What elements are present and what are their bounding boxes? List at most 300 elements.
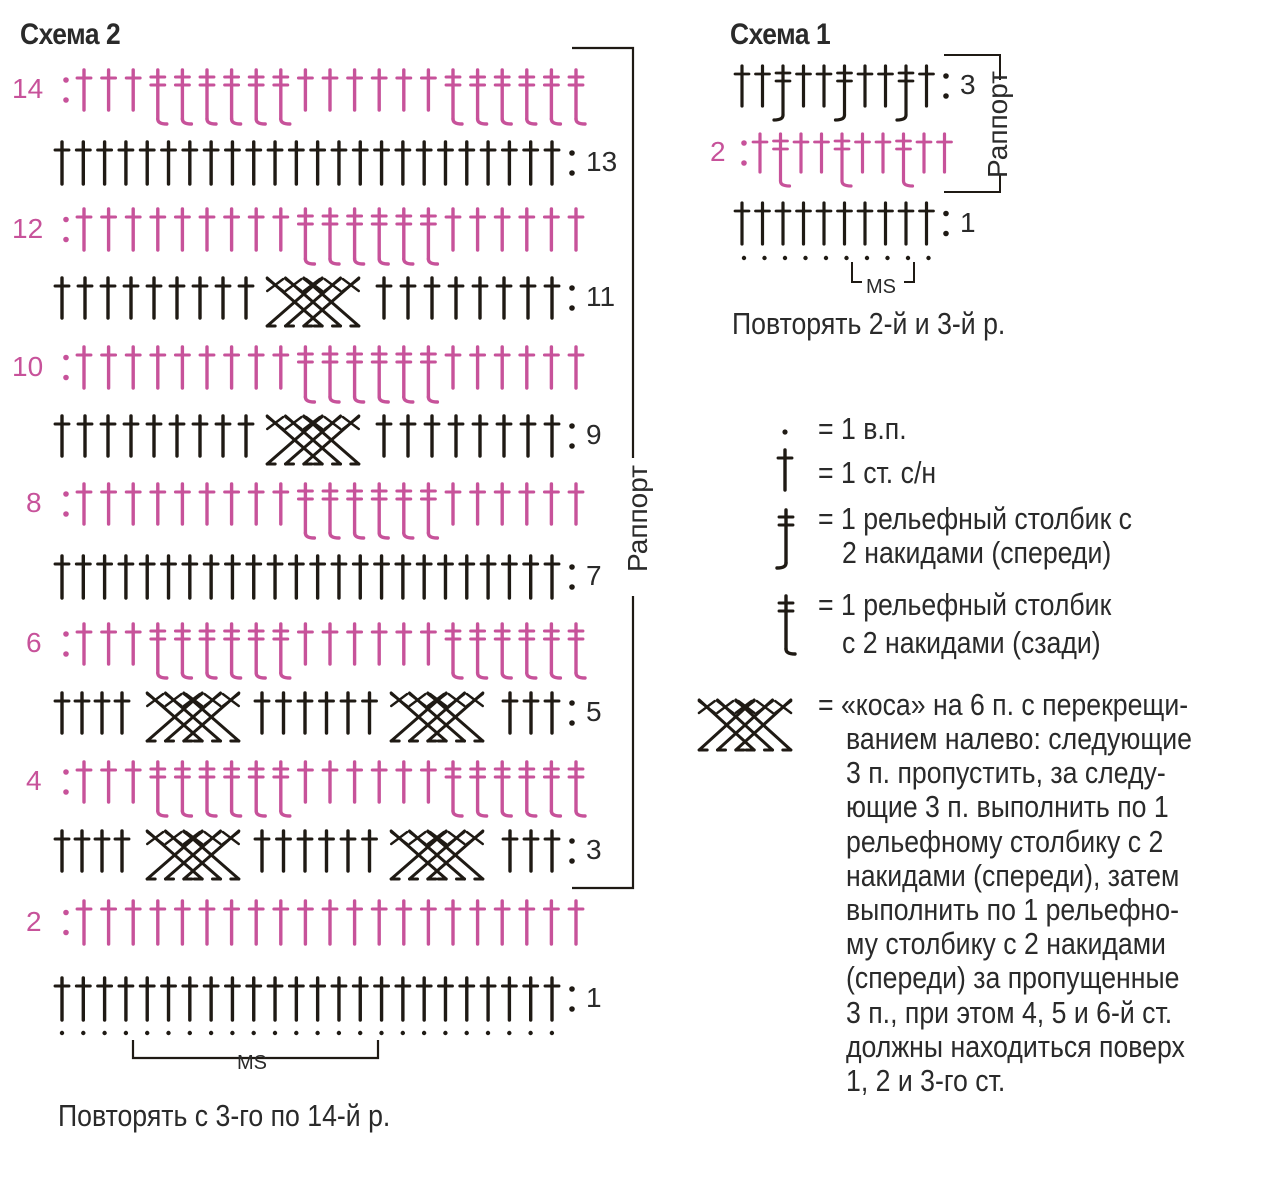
chain-dot xyxy=(742,256,746,260)
scheme2-row-number: 7 xyxy=(586,560,602,591)
dc-stitch xyxy=(544,347,558,388)
dc-stitch xyxy=(119,978,133,1020)
dc-stitch xyxy=(200,484,214,524)
dc-stitch xyxy=(200,901,214,944)
scheme1-title: Схема 1 xyxy=(730,18,831,51)
scheme2-row-8 xyxy=(63,484,583,538)
dc-stitch xyxy=(320,693,334,733)
scheme1-row-number: 1 xyxy=(960,206,976,238)
scheme2-repeat-note: Повторять с 3-го по 14-й р. xyxy=(58,1098,391,1133)
back-post-stitch xyxy=(495,624,511,678)
chain-dot xyxy=(81,1031,85,1035)
row-colon xyxy=(63,355,69,381)
dc-stitch xyxy=(77,901,91,944)
chain-dot xyxy=(102,1031,106,1035)
scheme1-rows xyxy=(735,66,952,244)
back-post-stitch xyxy=(372,209,388,264)
dc-stitch xyxy=(311,556,325,598)
dc-stitch xyxy=(298,624,312,664)
chain-dot xyxy=(166,1031,170,1035)
dc-stitch xyxy=(311,142,325,184)
row-colon xyxy=(569,700,575,726)
dc-stitch xyxy=(225,901,239,944)
chain-dot xyxy=(358,1031,362,1035)
legend-cable-text: = «коса» на 6 п. с перекрещи- xyxy=(818,687,1189,722)
legend-front-post-text-2: 2 накидами (спереди) xyxy=(842,535,1112,570)
dc-stitch xyxy=(102,70,116,110)
dc-stitch xyxy=(569,347,583,388)
chain-dot xyxy=(824,256,828,260)
dc-stitch xyxy=(102,762,116,802)
chain-dot xyxy=(550,1031,554,1035)
dc-stitch xyxy=(520,901,534,944)
dc-stitch xyxy=(858,66,872,106)
dc-stitch xyxy=(545,142,559,184)
scheme2-row-6 xyxy=(63,624,585,678)
dc-stitch xyxy=(216,278,230,318)
dc-stitch xyxy=(323,901,337,944)
dc-stitch xyxy=(140,978,154,1020)
dc-stitch xyxy=(102,347,116,388)
dc-stitch xyxy=(193,278,207,318)
dc-stitch xyxy=(183,978,197,1020)
dc-stitch xyxy=(375,142,389,184)
dc-stitch xyxy=(797,203,811,244)
dc-stitch xyxy=(397,901,411,944)
dc-stitch xyxy=(502,978,516,1020)
scheme2-row-12 xyxy=(63,209,583,264)
legend-chain-text: = 1 в.п. xyxy=(818,411,907,446)
dc-stitch xyxy=(249,347,263,388)
dc-stitch xyxy=(193,416,207,456)
dc-stitch xyxy=(55,978,69,1020)
back-post-stitch xyxy=(348,484,364,538)
dc-stitch xyxy=(162,978,176,1020)
scheme2-row-7 xyxy=(55,556,575,598)
dc-stitch xyxy=(274,209,288,250)
dc-stitch xyxy=(776,203,790,244)
dc-stitch xyxy=(520,209,534,250)
dc-stitch xyxy=(417,556,431,598)
dc-stitch xyxy=(102,624,116,664)
dc-stitch xyxy=(838,203,852,244)
dc-stitch xyxy=(75,693,89,733)
dc-stitch xyxy=(341,693,355,733)
dc-stitch xyxy=(425,416,439,456)
back-post-stitch xyxy=(569,70,585,124)
back-post-stitch xyxy=(200,762,216,816)
dc-stitch xyxy=(544,209,558,250)
dc-stitch xyxy=(147,278,161,318)
back-post-stitch xyxy=(520,70,536,124)
dc-stitch xyxy=(274,901,288,944)
scheme1-row-number: 2 xyxy=(710,136,726,167)
row-colon xyxy=(569,564,575,590)
dc-stitch xyxy=(311,978,325,1020)
chain-dot xyxy=(379,1031,383,1035)
dc-stitch xyxy=(353,142,367,184)
dc-stitch xyxy=(277,693,291,733)
scheme2-row-number: 6 xyxy=(26,627,42,658)
dc-stitch xyxy=(417,142,431,184)
dc-stitch xyxy=(200,347,214,388)
back-post-stitch xyxy=(421,347,437,402)
dc-stitch xyxy=(249,901,263,944)
dc-stitch xyxy=(524,978,538,1020)
dc-stitch xyxy=(151,901,165,944)
dc-stitch xyxy=(332,142,346,184)
dc-stitch xyxy=(151,209,165,250)
dc-stitch xyxy=(225,484,239,524)
scheme1-row-1 xyxy=(735,203,949,244)
legend-front-post-symbol xyxy=(777,510,793,568)
legend-back-post-text-2: с 2 накидами (сзади) xyxy=(842,625,1101,660)
scheme2-row-number: 11 xyxy=(586,281,616,312)
dc-stitch xyxy=(481,978,495,1020)
legend-cable-line: рельефному столбику с 2 xyxy=(846,823,1164,859)
dc-stitch xyxy=(401,278,415,318)
dc-stitch xyxy=(98,978,112,1020)
row-colon xyxy=(943,73,949,99)
dc-stitch xyxy=(446,209,460,250)
dc-stitch xyxy=(363,693,377,733)
dc-stitch xyxy=(298,831,312,871)
dc-stitch xyxy=(421,901,435,944)
dc-stitch xyxy=(323,762,337,802)
dc-stitch xyxy=(569,484,583,524)
dc-stitch xyxy=(794,134,808,172)
dc-stitch xyxy=(497,416,511,456)
scheme2-title: Схема 2 xyxy=(20,18,121,51)
dc-stitch xyxy=(817,203,831,244)
legend-cable-line: накидами (спереди), затем xyxy=(846,857,1180,893)
dc-stitch xyxy=(255,831,269,871)
dc-stitch xyxy=(55,831,69,871)
dc-stitch xyxy=(446,901,460,944)
dc-stitch xyxy=(249,209,263,250)
dc-stitch xyxy=(372,762,386,802)
dc-stitch xyxy=(126,209,140,250)
dc-stitch xyxy=(396,978,410,1020)
back-post-stitch xyxy=(372,484,388,538)
back-post-stitch xyxy=(175,70,191,124)
dc-stitch xyxy=(735,66,749,106)
row-colon xyxy=(63,910,69,936)
dc-stitch xyxy=(225,347,239,388)
dc-stitch xyxy=(225,556,239,598)
dc-stitch xyxy=(255,693,269,733)
scheme2-row-11 xyxy=(55,278,575,326)
dc-stitch xyxy=(175,209,189,250)
dc-stitch xyxy=(545,978,559,1020)
chain-dot xyxy=(188,1031,192,1035)
dc-stitch xyxy=(225,978,239,1020)
dc-stitch xyxy=(481,556,495,598)
dc-stitch xyxy=(425,278,439,318)
chain-dot xyxy=(294,1031,298,1035)
row-colon xyxy=(569,423,575,449)
dc-stitch xyxy=(449,416,463,456)
dc-stitch xyxy=(471,209,485,250)
dc-stitch xyxy=(225,142,239,184)
dc-stitch xyxy=(115,693,129,733)
back-post-stitch xyxy=(175,762,191,816)
dc-stitch xyxy=(204,556,218,598)
front-post-stitch xyxy=(836,66,852,120)
dc-stitch xyxy=(289,556,303,598)
row-colon xyxy=(943,211,949,237)
cable-stitch xyxy=(391,693,483,741)
dc-stitch xyxy=(268,978,282,1020)
back-post-stitch xyxy=(544,624,560,678)
dc-stitch xyxy=(274,484,288,524)
cable-stitch xyxy=(267,416,359,464)
dc-stitch xyxy=(119,556,133,598)
back-post-stitch xyxy=(298,209,314,264)
chain-dot xyxy=(337,1031,341,1035)
back-post-stitch xyxy=(520,762,536,816)
dc-stitch xyxy=(545,831,559,871)
scheme1-rapport-label: Раппорт xyxy=(982,71,1013,178)
legend-cable-line: 3 п., при этом 4, 5 и 6-й ст. xyxy=(846,994,1173,1030)
dc-stitch xyxy=(569,209,583,250)
dc-stitch xyxy=(77,624,91,664)
dc-stitch xyxy=(879,203,893,244)
dc-stitch xyxy=(76,142,90,184)
dc-stitch xyxy=(377,416,391,456)
back-post-stitch xyxy=(471,70,487,124)
dc-stitch xyxy=(495,484,509,524)
chain-dot xyxy=(486,1031,490,1035)
legend-cable-line: 1, 2 и 3-го ст. xyxy=(846,1063,1006,1098)
scheme2-row-number: 5 xyxy=(586,696,602,727)
dc-stitch xyxy=(569,901,583,944)
cable-stitch xyxy=(147,831,239,879)
dc-stitch xyxy=(102,901,116,944)
scheme2-row-13 xyxy=(55,142,575,184)
dc-stitch xyxy=(268,556,282,598)
dc-stitch xyxy=(78,416,92,456)
dc-stitch xyxy=(102,484,116,524)
dc-stitch xyxy=(162,556,176,598)
back-post-stitch xyxy=(151,624,167,678)
chain-dot xyxy=(401,1031,405,1035)
scheme2-row-10 xyxy=(63,347,583,402)
dc-stitch xyxy=(126,624,140,664)
legend-cable-symbol xyxy=(699,700,791,750)
legend-symbols xyxy=(699,429,795,750)
dc-stitch xyxy=(417,978,431,1020)
scheme2-row-1 xyxy=(55,978,575,1020)
dc-stitch xyxy=(119,142,133,184)
dc-stitch xyxy=(497,278,511,318)
dc-stitch xyxy=(856,134,870,172)
dc-stitch xyxy=(401,416,415,456)
dc-stitch xyxy=(545,556,559,598)
legend-cable-line: (спереди) за пропущенные xyxy=(846,960,1180,996)
dc-stitch xyxy=(151,484,165,524)
back-post-stitch xyxy=(298,347,314,402)
dc-stitch xyxy=(372,624,386,664)
dc-stitch xyxy=(544,484,558,524)
chain-dot xyxy=(60,1031,64,1035)
back-post-stitch xyxy=(569,762,585,816)
dc-stitch xyxy=(363,831,377,871)
cable-stitch xyxy=(391,831,483,879)
dc-stitch xyxy=(353,978,367,1020)
dc-stitch xyxy=(115,831,129,871)
chain-dot xyxy=(422,1031,426,1035)
dc-stitch xyxy=(471,347,485,388)
dc-stitch xyxy=(239,278,253,318)
cable-stitch xyxy=(267,278,359,326)
scheme2-row-2 xyxy=(63,901,583,944)
dc-stitch xyxy=(298,693,312,733)
dc-stitch xyxy=(249,484,263,524)
dc-stitch xyxy=(920,66,934,106)
dc-stitch xyxy=(756,66,770,106)
back-post-stitch xyxy=(397,209,413,264)
dc-stitch xyxy=(421,762,435,802)
back-post-stitch xyxy=(200,70,216,124)
legend-back-post-symbol xyxy=(779,596,795,654)
dc-stitch xyxy=(502,142,516,184)
chain-dot xyxy=(465,1031,469,1035)
chain-dot xyxy=(803,256,807,260)
back-post-stitch xyxy=(544,70,560,124)
row-colon xyxy=(63,491,69,517)
dc-stitch xyxy=(170,416,184,456)
dc-stitch xyxy=(102,209,116,250)
dc-stitch xyxy=(216,416,230,456)
dc-stitch xyxy=(917,134,931,172)
dc-stitch xyxy=(858,203,872,244)
dc-stitch xyxy=(524,693,538,733)
dc-stitch xyxy=(140,142,154,184)
back-post-stitch xyxy=(323,484,339,538)
legend-front-post-text: = 1 рельефный столбик с xyxy=(818,501,1132,536)
back-post-stitch xyxy=(495,762,511,816)
dc-stitch xyxy=(471,901,485,944)
chain-dot xyxy=(906,256,910,260)
legend-back-post-text: = 1 рельефный столбик xyxy=(818,587,1112,622)
dc-stitch xyxy=(348,762,362,802)
chain-dot xyxy=(865,256,869,260)
legend-cable-line: ющие 3 п. выполнить по 1 xyxy=(846,789,1169,825)
dc-stitch xyxy=(225,209,239,250)
chain-dot xyxy=(230,1031,234,1035)
dc-stitch xyxy=(77,209,91,250)
back-post-stitch xyxy=(249,762,265,816)
dc-stitch xyxy=(323,70,337,110)
dc-stitch xyxy=(460,142,474,184)
dc-stitch xyxy=(332,978,346,1020)
dc-stitch xyxy=(524,142,538,184)
dc-stitch xyxy=(78,278,92,318)
back-post-stitch xyxy=(348,347,364,402)
dc-stitch xyxy=(147,416,161,456)
chain-dot xyxy=(209,1031,213,1035)
dc-stitch xyxy=(55,693,69,733)
row-colon xyxy=(569,838,575,864)
dc-stitch xyxy=(449,278,463,318)
dc-stitch xyxy=(438,142,452,184)
legend-cable-line: выполнить по 1 рельефно- xyxy=(846,892,1179,927)
dc-stitch xyxy=(320,831,334,871)
scheme2-chain-dots xyxy=(60,1031,554,1035)
dc-stitch xyxy=(55,556,69,598)
scheme2-rows xyxy=(55,70,585,1020)
scheme2-row-number: 2 xyxy=(26,905,42,937)
dc-stitch xyxy=(899,203,913,244)
dc-stitch xyxy=(446,484,460,524)
row-colon xyxy=(63,217,69,243)
back-post-stitch xyxy=(421,484,437,538)
dc-stitch xyxy=(797,66,811,106)
dc-stitch xyxy=(495,209,509,250)
dc-stitch xyxy=(277,831,291,871)
dc-stitch xyxy=(77,70,91,110)
back-post-stitch xyxy=(446,624,462,678)
back-post-stitch xyxy=(397,484,413,538)
dc-stitch xyxy=(170,278,184,318)
back-post-stitch xyxy=(323,209,339,264)
dc-stitch xyxy=(126,347,140,388)
dc-stitch xyxy=(756,203,770,244)
chain-dot xyxy=(507,1031,511,1035)
dc-stitch xyxy=(348,70,362,110)
dc-stitch xyxy=(126,762,140,802)
dc-stitch xyxy=(735,203,749,244)
dc-stitch xyxy=(545,278,559,318)
dc-stitch xyxy=(348,624,362,664)
scheme1-row-2 xyxy=(741,134,951,186)
dc-stitch xyxy=(503,831,517,871)
chain-dot xyxy=(762,256,766,260)
scheme2-row-3 xyxy=(55,831,575,879)
dc-stitch xyxy=(375,556,389,598)
dc-stitch xyxy=(98,142,112,184)
dc-stitch xyxy=(183,556,197,598)
scheme2-row-5 xyxy=(55,693,575,741)
dc-stitch xyxy=(524,556,538,598)
dc-stitch xyxy=(332,556,346,598)
scheme2-row-9 xyxy=(55,416,575,464)
dc-stitch xyxy=(397,762,411,802)
dc-stitch xyxy=(298,70,312,110)
dc-stitch xyxy=(124,416,138,456)
back-post-stitch xyxy=(225,624,241,678)
dc-stitch xyxy=(481,142,495,184)
back-post-stitch xyxy=(348,209,364,264)
dc-stitch xyxy=(151,347,165,388)
dc-stitch xyxy=(520,484,534,524)
dc-stitch xyxy=(397,624,411,664)
chain-dot xyxy=(315,1031,319,1035)
scheme2-row-number: 4 xyxy=(26,765,42,796)
dc-stitch xyxy=(520,347,534,388)
scheme2-row-number: 10 xyxy=(12,350,44,382)
dc-stitch xyxy=(817,66,831,106)
dc-stitch xyxy=(879,66,893,106)
dc-stitch xyxy=(200,209,214,250)
legend-cable-line: ванием налево: следующие xyxy=(846,721,1192,756)
scheme2-row-number: 3 xyxy=(586,834,602,865)
dc-stitch xyxy=(353,556,367,598)
back-post-stitch xyxy=(446,70,462,124)
dc-stitch xyxy=(77,762,91,802)
legend-cable-line: му столбику с 2 накидами xyxy=(846,926,1166,962)
